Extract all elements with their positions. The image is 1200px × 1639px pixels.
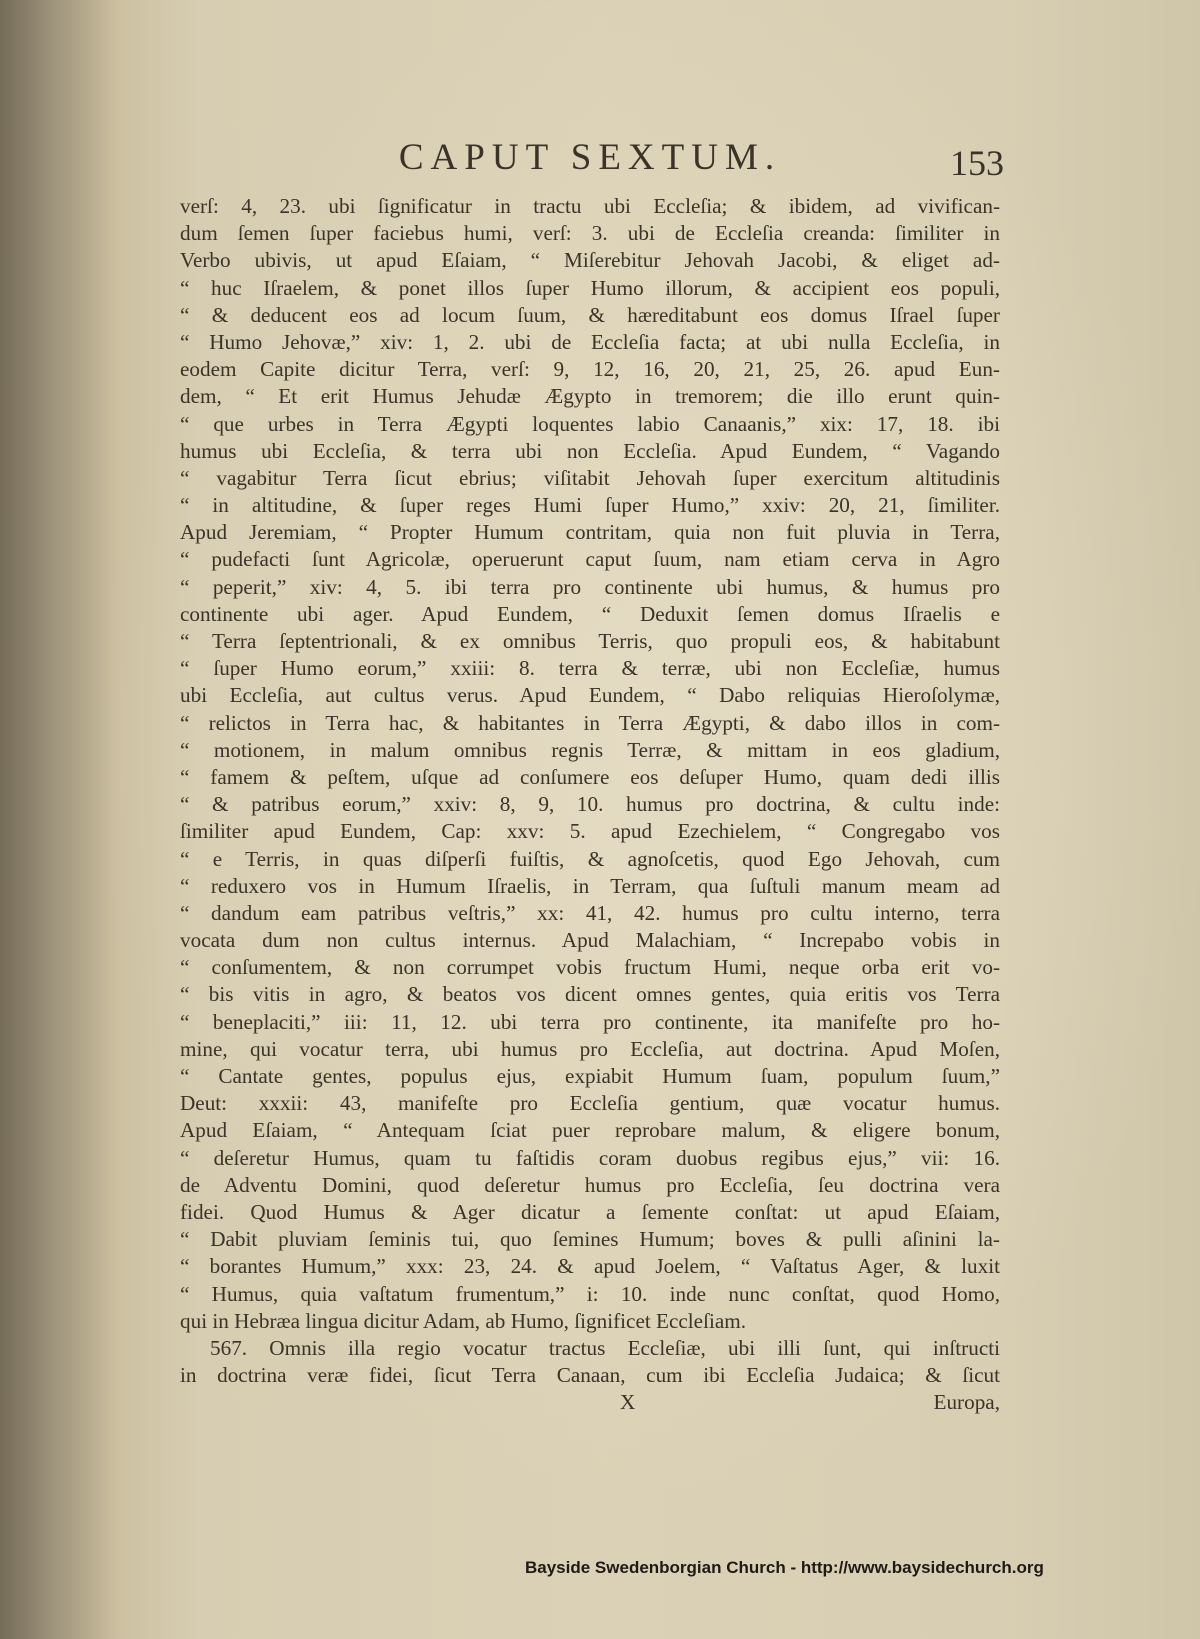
- text-line: “ vagabitur Terra ſicut ebrius; viſitabit Jehovah ſuper exercitum altitudinis: [180, 465, 1000, 490]
- text-line: qui in Hebræa lingua dicitur Adam, ab Humo, ſignificet Eccleſiam.: [180, 1308, 747, 1333]
- spine-shadow: [0, 0, 120, 1639]
- page-number: 153: [950, 143, 1004, 183]
- text-line: “ huc Iſraelem, & ponet illos ſuper Humo illorum, & accipient eos populi,: [180, 275, 1000, 300]
- text-line: “ pudefacti ſunt Agricolæ, operuerunt caput ſuum, nam etiam cerva in Agro: [180, 547, 1000, 572]
- text-line: “ Dabit pluviam ſeminis tui, quo ſemines Humum; boves & pulli aſinini la-: [180, 1227, 1000, 1252]
- footer-credit: Bayside Swedenborgian Church - http://www.baysidechurch.org: [525, 1558, 1044, 1577]
- text-line: in doctrina veræ fidei, ſicut Terra Canaan, cum ibi Eccleſia Judaica; & ſicut: [180, 1363, 1000, 1388]
- text-line: “ reduxero vos in Humum Iſraelis, in Terram, qua ſuſtuli manum meam ad: [180, 873, 1000, 898]
- text-line: ſimiliter apud Eundem, Cap: xxv: 5. apud Ezechielem, “ Congregabo vos: [180, 819, 1000, 844]
- text-line: Verbo ubivis, ut apud Eſaiam, “ Miſerebitur Jehovah Jacobi, & eliget ad-: [180, 248, 1000, 273]
- text-line: de Adventu Domini, quod deſeretur humus pro Eccleſia, ſeu doctrina vera: [180, 1172, 1000, 1197]
- text-line: “ bis vitis in agro, & beatos vos dicent omnes gentes, quia eritis vos Terra: [180, 982, 1000, 1007]
- text-line: verſ: 4, 23. ubi ſignificatur in tractu ubi Eccleſia; & ibidem, ad vivifican-: [180, 194, 1000, 218]
- text-line: “ peperit,” xiv: 4, 5. ibi terra pro continente ubi humus, & humus pro: [180, 574, 1000, 599]
- text-line: “ dandum eam patribus veſtris,” xx: 41, 42. humus pro cultu interno, terra: [180, 900, 1000, 925]
- text-line: “ Humo Jehovæ,” xiv: 1, 2. ubi de Eccleſia facta; at ubi nulla Eccleſia, in: [180, 329, 1000, 354]
- text-line: Deut: xxxii: 43, manifeſte pro Eccleſia gentium, quæ vocatur humus.: [180, 1091, 1000, 1116]
- text-line: continente ubi ager. Apud Eundem, “ Deduxit ſemen domus Iſraelis e: [180, 601, 1000, 626]
- signature-mark: X: [620, 1390, 636, 1415]
- catchword: Europa,: [933, 1390, 1000, 1415]
- text-line: “ beneplaciti,” iii: 11, 12. ubi terra pro continente, ita manifeſte pro ho-: [180, 1009, 1000, 1034]
- text-line: Apud Jeremiam, “ Propter Humum contritam, quia non fuit pluvia in Terra,: [180, 520, 1000, 545]
- text-line: mine, qui vocatur terra, ubi humus pro Eccleſia, aut doctrina. Apud Moſen,: [180, 1036, 1000, 1061]
- text-line: “ e Terris, in quas diſperſi fuiſtis, & agnoſcetis, quod Ego Jehovah, cum: [180, 846, 1000, 871]
- text-line: ubi Eccleſia, aut cultus verus. Apud Eundem, “ Dabo reliquias Hieroſolymæ,: [180, 683, 1000, 708]
- text-line: “ relictos in Terra hac, & habitantes in Terra Ægypti, & dabo illos in com-: [180, 710, 1000, 735]
- text-line: “ Cantate gentes, populus ejus, expiabit Humum ſuam, populum ſuum,”: [180, 1064, 1000, 1088]
- text-line: “ conſumentem, & non corrumpet vobis fructum Humi, neque orba erit vo-: [180, 955, 1000, 980]
- text-line: “ deſeretur Humus, quam tu faſtidis coram duobus regibus ejus,” vii: 16.: [180, 1145, 1000, 1170]
- catchword-row: [180, 1389, 1000, 1416]
- text-line: “ & deducent eos ad locum ſuum, & hæreditabunt eos domus Iſrael ſuper: [180, 302, 1000, 327]
- text-line: dem, “ Et erit Humus Jehudæ Ægypto in tremorem; die illo erunt quin-: [180, 384, 1000, 409]
- text-line: “ motionem, in malum omnibus regnis Terræ, & mittam in eos gladium,: [180, 737, 1000, 762]
- text-line: eodem Capite dicitur Terra, verſ: 9, 12, 16, 20, 21, 25, 26. apud Eun-: [180, 357, 1000, 382]
- text-line: “ Humus, quia vaſtatum frumentum,” i: 10. inde nunc conſtat, quod Homo,: [180, 1281, 1000, 1306]
- text-line: vocata dum non cultus internus. Apud Malachiam, “ Increpabo vobis in: [180, 928, 1000, 953]
- text-line: “ que urbes in Terra Ægypti loquentes labio Canaanis,” xix: 17, 18. ibi: [180, 411, 1000, 436]
- text-line: Apud Eſaiam, “ Antequam ſciat puer reprobare malum, & eligere bonum,: [180, 1118, 1000, 1143]
- text-line: “ & patribus eorum,” xxiv: 8, 9, 10. humus pro doctrina, & cultu inde:: [180, 792, 1000, 817]
- text-line: “ Terra ſeptentrionali, & ex omnibus Terris, quo propuli eos, & habitabunt: [180, 629, 1000, 653]
- text-line: “ in altitudine, & ſuper reges Humi ſuper Humo,” xxiv: 20, 21, ſimiliter.: [180, 493, 1000, 518]
- running-title: CAPUT SEXTUM.: [398, 137, 782, 178]
- text-line: dum ſemen ſuper faciebus humi, verſ: 3. ubi de Eccleſia creanda: ſimiliter in: [180, 221, 1000, 246]
- body-text: [180, 193, 1000, 1416]
- paragraph-start-line: 567. Omnis illa regio vocatur tractus Eccleſiæ, ubi illi ſunt, qui inſtructi: [210, 1335, 1000, 1360]
- text-line: “ borantes Humum,” xxx: 23, 24. & apud Joelem, “ Vaſtatus Ager, & luxit: [180, 1254, 1000, 1279]
- text-line: “ famem & peſtem, uſque ad conſumere eos deſuper Humo, quam dedi illis: [180, 764, 1000, 789]
- text-line: humus ubi Eccleſia, & terra ubi non Eccleſia. Apud Eundem, “ Vagando: [180, 438, 1000, 463]
- text-line: fidei. Quod Humus & Ager dicatur a ſemente conſtat: ut apud Eſaiam,: [180, 1199, 1000, 1224]
- page-header: [180, 130, 1004, 190]
- text-line: “ ſuper Humo eorum,” xxiii: 8. terra & terræ, ubi non Eccleſiæ, humus: [180, 656, 1000, 681]
